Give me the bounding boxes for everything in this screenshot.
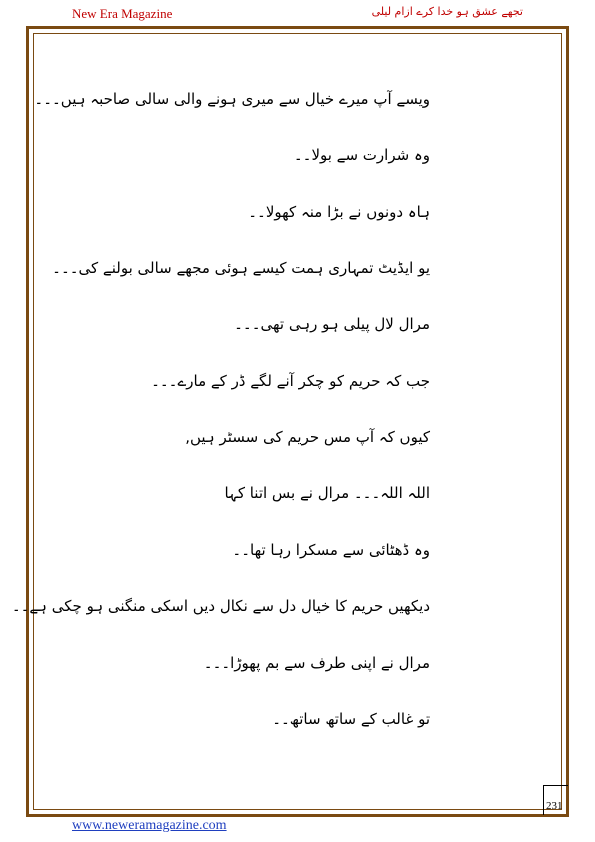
text-line: یو ایڈیٹ تمہاری ہمت کیسے ہوئی مجھے سالی بولنے کی۔۔۔ [52, 259, 430, 277]
text-line: دیکھیں حریم کا خیال دل سے نکال دیں اسکی منگنی ہو چکی ہے۔۔ [11, 597, 430, 615]
text-line: ویسے آپ میرے خیال سے میری ہونے والی سالی صاحبہ ہیں۔۔۔ [34, 90, 430, 108]
text-line: وہ ڈھٹائی سے مسکرا رہا تھا۔۔ [232, 541, 430, 559]
text-line: اللہ اللہ۔۔۔ مرال نے بس اتنا کہا [224, 484, 430, 502]
text-line: مرال نے اپنی طرف سے بم پھوڑا۔۔۔ [203, 654, 430, 672]
text-line: ہاہ دونوں نے بڑا منہ کھولا۔۔ [248, 203, 430, 221]
website-link[interactable]: www.neweramagazine.com [72, 818, 227, 833]
text-line: تو غالب کے ساتھ ساتھ۔۔ [272, 710, 430, 728]
magazine-name: New Era Magazine [72, 6, 173, 21]
page-number: 231 [543, 785, 568, 815]
text-line: جب کہ حریم کو چکر آنے لگے ڈر کے مارے۔۔۔ [151, 372, 430, 390]
text-line: وہ شرارت سے بولا۔۔ [293, 146, 430, 164]
text-line: کیوں کہ آپ مس حریم کی سسٹر ہیں, [185, 428, 430, 446]
novel-title: تجھے عشق ہو خدا کرے ازام لیلی [371, 5, 523, 18]
text-line: مرال لال پیلی ہو رہی تھی۔۔۔ [234, 315, 430, 333]
